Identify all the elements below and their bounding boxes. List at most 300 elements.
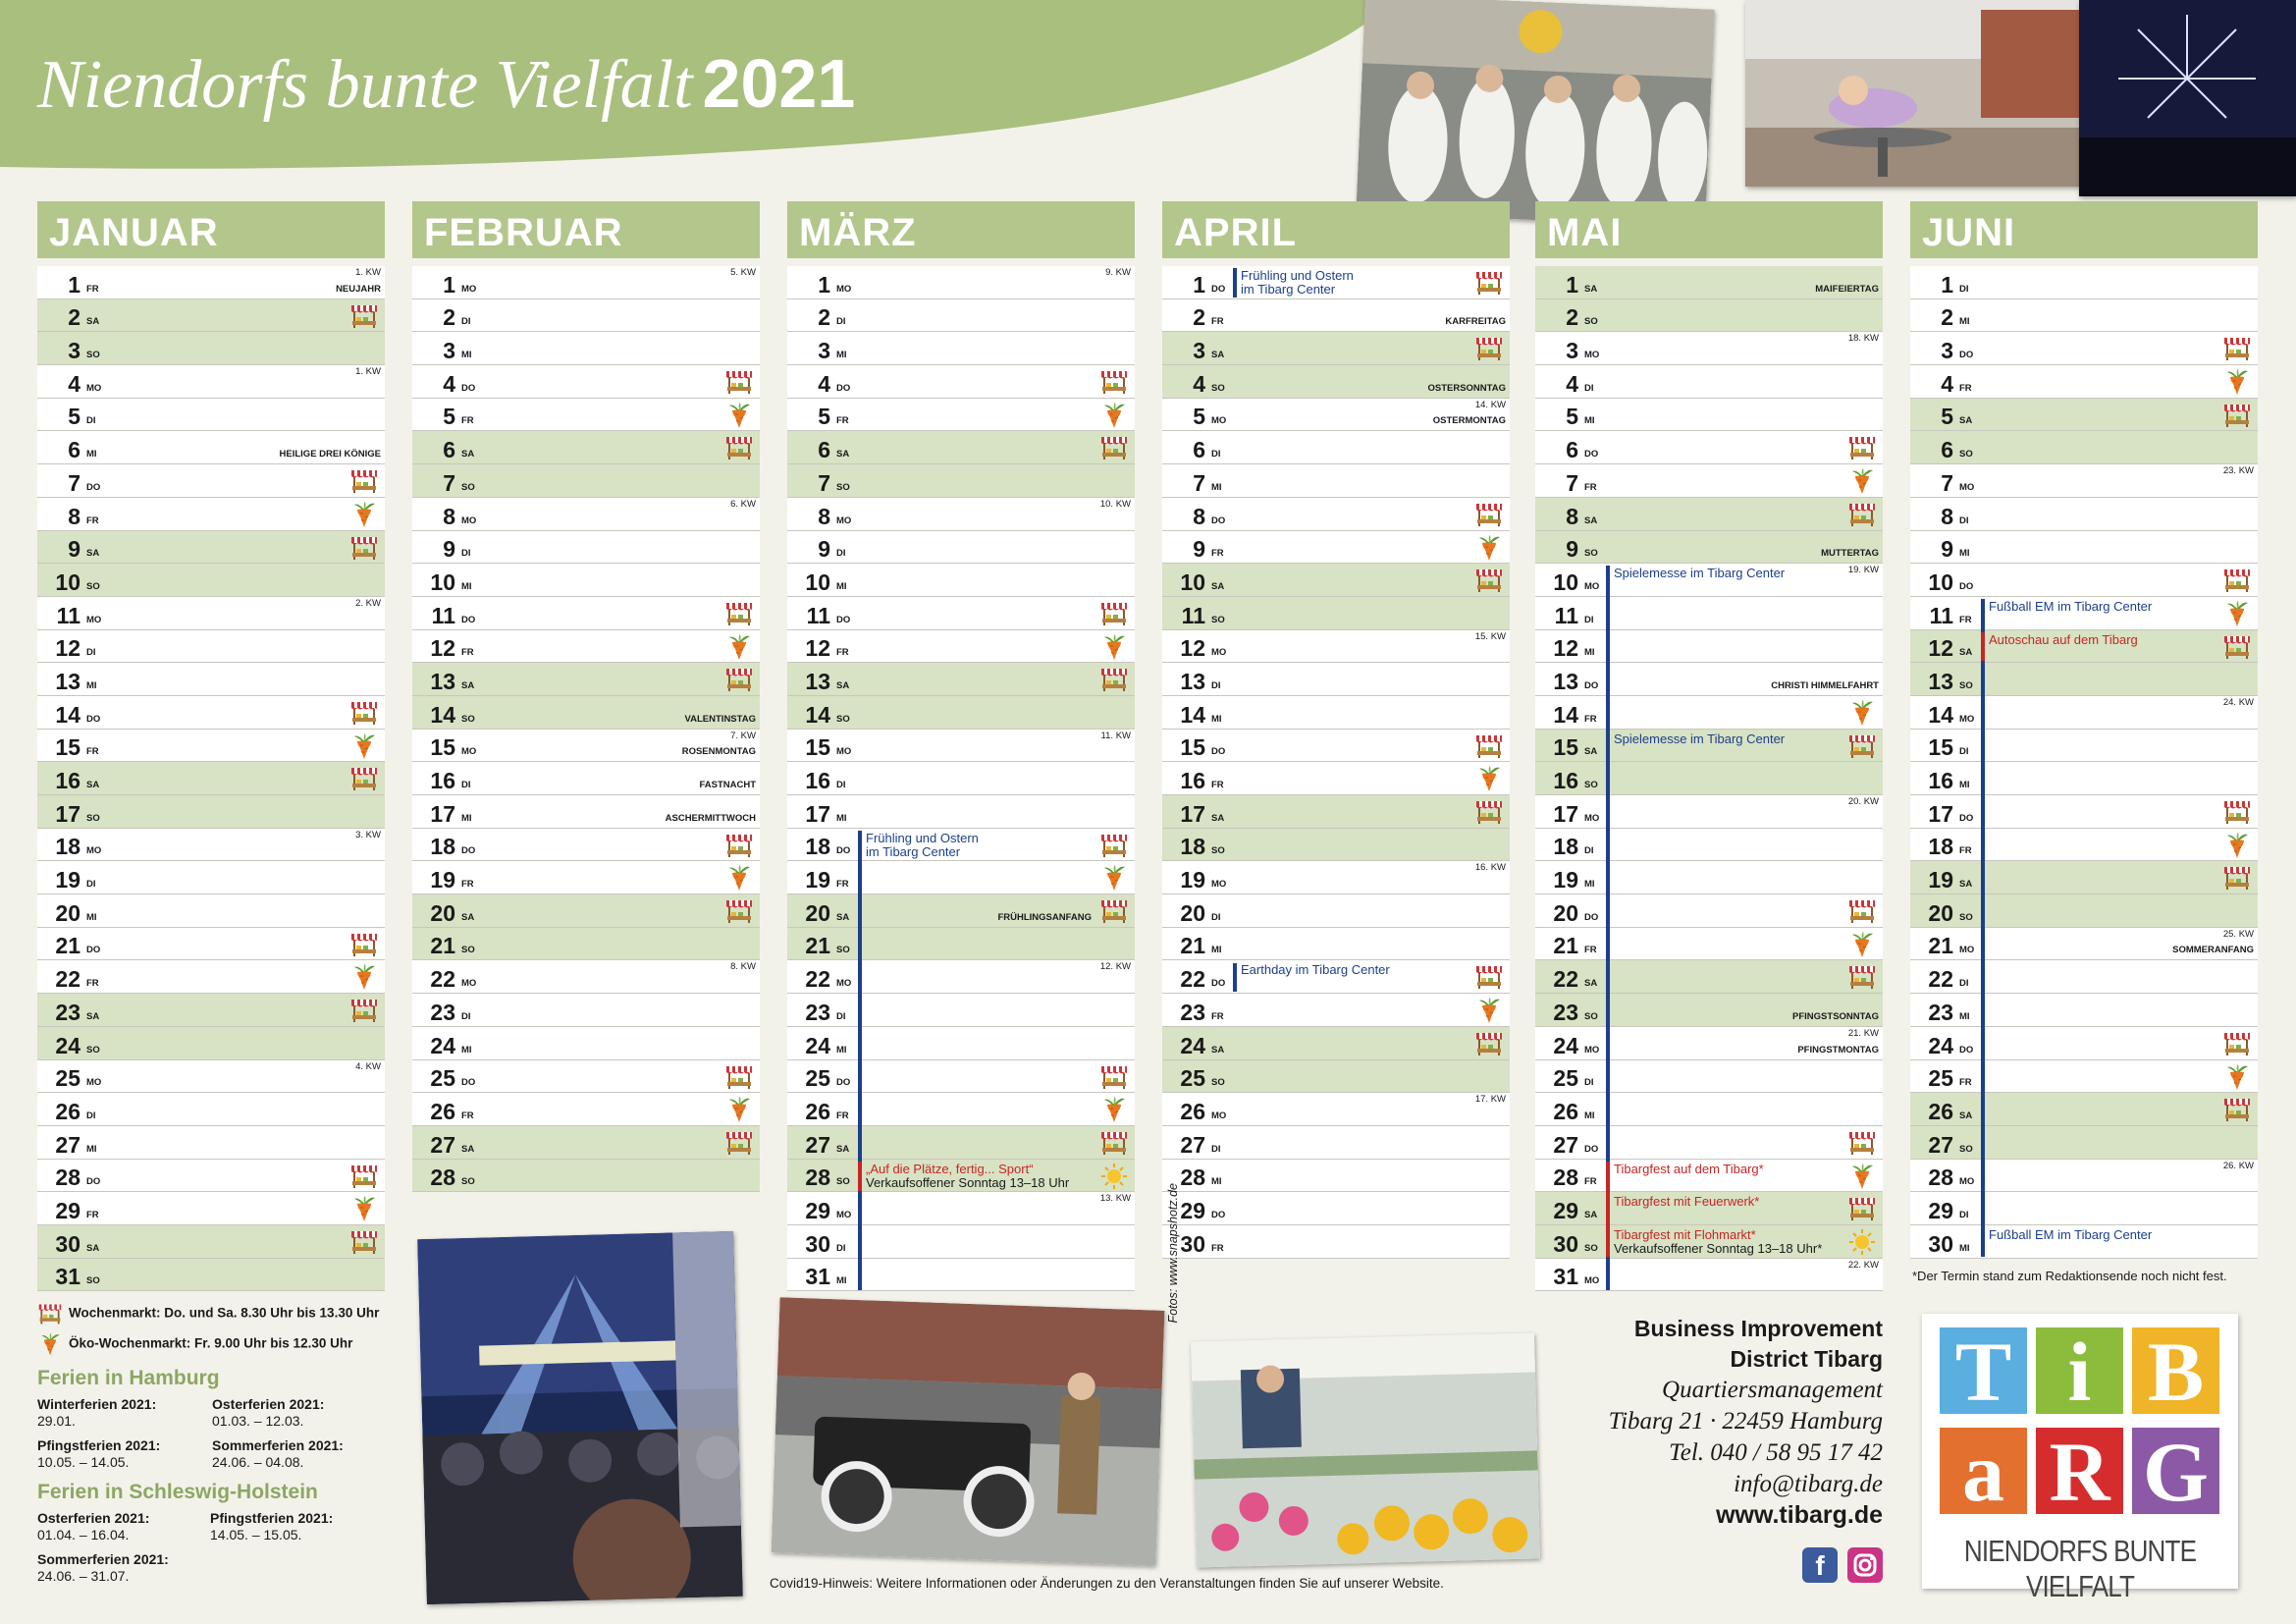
day-number: 26 xyxy=(430,1098,455,1124)
market-stall-icon xyxy=(1474,567,1504,594)
day-row xyxy=(1535,894,1883,928)
weekday: SO xyxy=(1211,845,1225,857)
day-row xyxy=(787,299,1135,333)
weekday: SO xyxy=(86,350,100,361)
day-number: 2 xyxy=(1941,304,1953,331)
day-row xyxy=(37,1093,385,1126)
day-number: 18 xyxy=(1553,834,1578,860)
day-number: 12 xyxy=(1928,635,1953,662)
weekday: SO xyxy=(461,713,475,725)
day-number: 22 xyxy=(1928,966,1953,993)
day-row xyxy=(1162,365,1510,399)
contact-web[interactable]: www.tibarg.de xyxy=(1716,1501,1883,1529)
day-number: 1 xyxy=(1566,271,1578,298)
weekday: SO xyxy=(1584,548,1598,560)
day-number: 8 xyxy=(818,503,830,529)
weekday: DI xyxy=(1211,911,1221,923)
event-span-bar xyxy=(1606,1162,1610,1257)
day-row xyxy=(1910,894,2258,928)
weekday: MO xyxy=(1211,879,1227,891)
calendar-week: 6. KW xyxy=(730,498,756,510)
holiday-label: ASCHERMITTWOCH xyxy=(665,812,756,824)
ferien-item: Pfingstferien 2021: 14.05. – 15.05. xyxy=(210,1510,334,1543)
day-row xyxy=(37,928,385,961)
day-row xyxy=(1535,564,1883,597)
market-stall-icon xyxy=(349,302,379,330)
logo-letter: R xyxy=(2036,1428,2123,1514)
weekday: DO xyxy=(461,614,476,625)
day-row xyxy=(787,464,1135,498)
day-number: 6 xyxy=(1941,437,1953,463)
day-row xyxy=(787,928,1135,961)
day-number: 12 xyxy=(1180,635,1205,662)
weekday: MI xyxy=(461,350,472,361)
carrot-icon xyxy=(1099,402,1129,429)
day-row xyxy=(787,994,1135,1027)
day-row xyxy=(1535,795,1883,829)
day-number: 12 xyxy=(805,635,830,662)
day-row xyxy=(1162,1126,1510,1160)
day-number: 1 xyxy=(443,271,455,298)
photo-credit: Fotos: www.snapshotz.de xyxy=(1166,1183,1180,1324)
calendar-week: 8. KW xyxy=(730,961,756,973)
event-subtitle: im Tibarg Center xyxy=(866,843,961,859)
day-row xyxy=(1910,1126,2258,1160)
day-number: 28 xyxy=(1553,1164,1578,1191)
market-stall-icon xyxy=(1474,501,1504,528)
weekday: MO xyxy=(461,978,477,990)
event-span-bar xyxy=(1981,599,1985,1257)
day-number: 11 xyxy=(1929,602,1953,628)
day-number: 23 xyxy=(55,999,80,1025)
market-stall-icon xyxy=(1099,434,1129,461)
day-row xyxy=(37,1259,385,1292)
day-number: 20 xyxy=(1928,899,1953,926)
day-row xyxy=(1535,399,1883,432)
day-number: 25 xyxy=(1180,1065,1205,1092)
day-number: 27 xyxy=(55,1131,80,1158)
calendar-week: 1. KW xyxy=(355,366,381,378)
day-number: 10 xyxy=(430,568,455,595)
day-number: 10 xyxy=(55,568,80,595)
event-title: Fußball EM im Tibarg Center xyxy=(1989,598,2153,614)
day-number: 16 xyxy=(430,768,455,793)
market-stall-icon xyxy=(349,1228,379,1256)
event-label xyxy=(1989,633,2138,647)
weekday: MI xyxy=(461,1044,472,1056)
day-row xyxy=(787,960,1135,994)
day-row xyxy=(1910,1225,2258,1259)
day-row xyxy=(787,564,1135,597)
event-label xyxy=(1614,732,1785,746)
carrot-icon xyxy=(1099,864,1129,892)
event-span-bar xyxy=(1233,268,1237,298)
event-span-bar xyxy=(858,1162,862,1191)
weekday: MI xyxy=(1211,1176,1222,1188)
holiday-label: FRÜHLINGSANFANG xyxy=(997,911,1092,923)
weekday: MO xyxy=(836,514,852,526)
footnote: *Der Termin stand zum Redaktionsende noch nicht fest. xyxy=(1912,1269,2227,1283)
day-row xyxy=(412,1126,760,1160)
day-number: 22 xyxy=(805,966,830,993)
tibarg-logo xyxy=(1922,1314,2238,1603)
day-number: 26 xyxy=(1180,1098,1205,1124)
day-row xyxy=(1535,1027,1883,1060)
event-title: Tibargfest auf dem Tibarg* xyxy=(1614,1161,1764,1176)
day-number: 21 xyxy=(1928,933,1953,959)
weekday: FR xyxy=(86,978,99,990)
weekday: MI xyxy=(1211,481,1222,493)
weekday: MI xyxy=(1959,780,1970,790)
carrot-icon xyxy=(37,1331,63,1357)
carrot-icon xyxy=(349,501,379,528)
weekday: MI xyxy=(836,1275,847,1287)
event-label xyxy=(866,1163,1069,1190)
day-number: 12 xyxy=(55,635,80,662)
day-row xyxy=(37,630,385,664)
weekday: SO xyxy=(1584,780,1598,790)
market-stall-icon xyxy=(2222,864,2252,892)
market-stall-icon xyxy=(724,666,754,693)
carrot-icon xyxy=(1474,534,1504,562)
day-number: 14 xyxy=(805,701,830,728)
weekday: MO xyxy=(836,978,852,990)
weekday: SA xyxy=(1584,283,1598,295)
day-number: 10 xyxy=(1553,568,1578,595)
day-row xyxy=(37,431,385,464)
weekday: SA xyxy=(1959,647,1973,659)
market-stall-icon xyxy=(349,765,379,792)
day-number: 24 xyxy=(55,1032,80,1058)
holiday-label: OSTERSONNTAG xyxy=(1427,382,1506,394)
market-stall-icon xyxy=(1847,897,1877,925)
contact-line2: District Tibarg xyxy=(1730,1346,1883,1372)
day-number: 22 xyxy=(1180,966,1205,993)
day-row xyxy=(1162,994,1510,1027)
day-row xyxy=(1162,795,1510,829)
day-row xyxy=(787,696,1135,730)
market-stall-icon xyxy=(1474,798,1504,826)
event-title: Fußball EM im Tibarg Center xyxy=(1989,1226,2153,1242)
day-number: 20 xyxy=(805,899,830,926)
weekday: SO xyxy=(86,580,100,592)
market-stall-icon xyxy=(724,600,754,627)
day-number: 29 xyxy=(1928,1197,1953,1223)
calendar-week: 20. KW xyxy=(1847,796,1879,807)
weekday: DI xyxy=(1211,679,1221,691)
weekday: MO xyxy=(86,1077,102,1089)
day-row xyxy=(787,1192,1135,1225)
day-row xyxy=(412,696,760,730)
day-number: 18 xyxy=(55,834,80,860)
weekday: FR xyxy=(461,415,474,427)
weekday: FR xyxy=(461,879,474,891)
month-header: MAI xyxy=(1535,201,1883,258)
day-number: 2 xyxy=(818,304,830,331)
weekday: MI xyxy=(836,580,847,592)
logo-letter: G xyxy=(2132,1428,2219,1514)
day-row xyxy=(787,894,1135,928)
day-row xyxy=(1535,531,1883,565)
day-number: 24 xyxy=(1180,1032,1205,1058)
weekday: MI xyxy=(86,911,97,923)
day-row xyxy=(1910,1192,2258,1225)
day-number: 5 xyxy=(68,404,80,430)
weekday: FR xyxy=(1211,548,1224,560)
calendar-week: 14. KW xyxy=(1474,399,1506,410)
day-row xyxy=(1910,795,2258,829)
weekday: MO xyxy=(1584,1275,1600,1287)
day-row xyxy=(787,399,1135,432)
day-row xyxy=(787,663,1135,696)
day-row xyxy=(1535,1259,1883,1292)
event-span-bar xyxy=(858,831,862,1290)
day-list xyxy=(787,266,1135,1291)
calendar-week: 12. KW xyxy=(1099,961,1131,973)
legend-market: Wochenmarkt: Do. und Sa. 8.30 Uhr bis 13.30 Uhr xyxy=(37,1301,379,1326)
day-row xyxy=(412,498,760,531)
day-number: 31 xyxy=(55,1264,80,1290)
day-number: 31 xyxy=(805,1264,830,1290)
weekday: MO xyxy=(836,1209,852,1220)
event-title: Autoschau auf dem Tibarg xyxy=(1989,631,2138,647)
day-row xyxy=(37,597,385,630)
day-row xyxy=(1910,1060,2258,1094)
weekday: SA xyxy=(86,780,100,790)
ferien-sh-title: Ferien in Schleswig-Holstein xyxy=(37,1481,318,1503)
day-number: 19 xyxy=(1928,867,1953,893)
day-number: 13 xyxy=(1180,668,1205,694)
weekday: MI xyxy=(1959,316,1970,328)
market-stall-icon xyxy=(1474,269,1504,297)
event-span-bar xyxy=(1233,963,1237,993)
day-row xyxy=(1162,498,1510,531)
weekday: SA xyxy=(1211,580,1225,592)
carrot-icon xyxy=(1847,931,1877,958)
day-number: 26 xyxy=(1553,1098,1578,1124)
weekday: MO xyxy=(1211,647,1227,659)
weekday: DI xyxy=(1584,382,1594,394)
day-row xyxy=(1910,630,2258,664)
event-label xyxy=(1614,1228,1822,1256)
ferien-item: Winterferien 2021: 29.01. xyxy=(37,1396,157,1429)
day-row xyxy=(412,1027,760,1060)
calendar-week: 15. KW xyxy=(1474,630,1506,642)
contact-email[interactable]: info@tibarg.de xyxy=(1734,1471,1883,1497)
day-row xyxy=(787,795,1135,829)
day-number: 3 xyxy=(68,338,80,364)
day-number: 11 xyxy=(1181,602,1205,628)
day-number: 13 xyxy=(55,668,80,694)
calendar-week: 21. KW xyxy=(1847,1027,1879,1039)
weekday: DO xyxy=(1959,1044,1974,1056)
calendar-week: 26. KW xyxy=(2222,1160,2254,1171)
day-number: 6 xyxy=(1566,437,1578,463)
day-number: 7 xyxy=(68,469,80,496)
day-number: 4 xyxy=(1566,370,1578,397)
day-number: 22 xyxy=(55,966,80,993)
carrot-icon xyxy=(2222,368,2252,396)
day-row xyxy=(787,1126,1135,1160)
day-row xyxy=(787,1160,1135,1193)
day-row xyxy=(1162,597,1510,630)
weekday: SO xyxy=(1211,382,1225,394)
weekday: DO xyxy=(86,945,101,956)
weekday: DI xyxy=(461,316,471,328)
day-row xyxy=(1910,928,2258,961)
day-row xyxy=(37,1225,385,1259)
weekday: DI xyxy=(1959,978,1969,990)
day-number: 31 xyxy=(1553,1264,1578,1290)
market-stall-icon xyxy=(724,897,754,925)
day-number: 11 xyxy=(806,602,830,628)
day-number: 17 xyxy=(805,800,830,827)
weekday: DO xyxy=(836,1077,851,1089)
weekday: DO xyxy=(1584,1143,1599,1155)
logo-letter: a xyxy=(1940,1428,2027,1514)
carrot-icon xyxy=(1847,1163,1877,1190)
weekday: SO xyxy=(1211,1077,1225,1089)
title-year: 2021 xyxy=(702,45,856,122)
day-number: 7 xyxy=(818,469,830,496)
weekday: SO xyxy=(1584,1242,1598,1254)
day-number: 21 xyxy=(430,933,455,959)
market-stall-icon xyxy=(349,467,379,495)
day-row xyxy=(1162,1093,1510,1126)
weekday: SA xyxy=(461,1143,475,1155)
day-row xyxy=(412,399,760,432)
weekday: FR xyxy=(836,415,849,427)
market-stall-icon xyxy=(1474,1030,1504,1057)
day-number: 30 xyxy=(1180,1230,1205,1257)
logo-letter: B xyxy=(2132,1327,2219,1414)
day-number: 25 xyxy=(1928,1065,1953,1092)
weekday: DO xyxy=(86,1176,101,1188)
weekday: SO xyxy=(836,481,850,493)
day-number: 24 xyxy=(1928,1032,1953,1058)
photo-concert xyxy=(417,1231,743,1604)
event-label xyxy=(1614,1163,1764,1176)
day-number: 18 xyxy=(1928,834,1953,860)
day-row xyxy=(1910,399,2258,432)
day-row xyxy=(1910,1093,2258,1126)
facebook-icon[interactable]: f xyxy=(1802,1547,1838,1583)
day-row xyxy=(1910,861,2258,894)
day-row xyxy=(1162,630,1510,664)
market-stall-icon xyxy=(2222,1030,2252,1057)
market-stall-icon xyxy=(1847,963,1877,991)
carrot-icon xyxy=(2222,832,2252,859)
day-row xyxy=(412,730,760,763)
day-number: 8 xyxy=(1941,503,1953,529)
weekday: MO xyxy=(86,845,102,857)
day-number: 29 xyxy=(55,1197,80,1223)
day-row xyxy=(412,994,760,1027)
day-row xyxy=(1910,597,2258,630)
market-stall-icon xyxy=(349,997,379,1024)
day-row xyxy=(1910,663,2258,696)
day-row xyxy=(1535,431,1883,464)
day-row xyxy=(787,431,1135,464)
event-title: Tibargfest mit Feuerwerk* xyxy=(1614,1194,1760,1210)
weekday: FR xyxy=(1584,713,1597,725)
day-number: 4 xyxy=(68,370,80,397)
day-number: 7 xyxy=(1941,469,1953,496)
day-number: 1 xyxy=(68,271,80,298)
carrot-icon xyxy=(349,732,379,760)
day-number: 14 xyxy=(430,701,455,728)
weekday: FR xyxy=(461,1110,474,1121)
weekday: SA xyxy=(461,911,475,923)
event-title: Frühling und Ostern xyxy=(1241,268,1354,283)
day-row xyxy=(1535,630,1883,664)
day-number: 30 xyxy=(805,1230,830,1257)
holiday-label: PFINGSTSONNTAG xyxy=(1792,1010,1879,1022)
contact-line1: Business Improvement xyxy=(1633,1316,1883,1341)
day-number: 2 xyxy=(1193,304,1205,331)
weekday: SO xyxy=(1959,1143,1973,1155)
weekday: SA xyxy=(1584,746,1598,758)
carrot-icon xyxy=(1474,765,1504,792)
event-subtitle: Verkaufsoffener Sonntag 13–18 Uhr* xyxy=(1614,1240,1823,1256)
weekday: FR xyxy=(86,1209,99,1220)
day-row xyxy=(1535,730,1883,763)
market-stall-icon xyxy=(349,931,379,958)
weekday: SA xyxy=(1959,415,1973,427)
day-number: 23 xyxy=(430,999,455,1025)
instagram-icon[interactable] xyxy=(1847,1547,1883,1583)
weekday: DI xyxy=(836,316,846,328)
weekday: SA xyxy=(1211,350,1225,361)
weekday: MO xyxy=(461,514,477,526)
day-number: 7 xyxy=(443,469,455,496)
day-row xyxy=(412,266,760,299)
sun-icon xyxy=(1847,1228,1877,1256)
day-row xyxy=(37,663,385,696)
day-row xyxy=(1910,564,2258,597)
weekday: DI xyxy=(1959,514,1969,526)
day-number: 16 xyxy=(1180,768,1205,793)
weekday: MI xyxy=(836,1044,847,1056)
day-number: 24 xyxy=(805,1032,830,1058)
carrot-icon xyxy=(724,402,754,429)
logo-letter: i xyxy=(2036,1327,2123,1414)
day-row xyxy=(1910,696,2258,730)
weekday: MO xyxy=(1959,945,1975,956)
month-header: FEBRUAR xyxy=(412,201,760,258)
day-row xyxy=(37,762,385,795)
day-number: 2 xyxy=(1566,304,1578,331)
day-row xyxy=(1910,960,2258,994)
day-number: 9 xyxy=(1941,536,1953,563)
weekday: FR xyxy=(1959,845,1972,857)
weekday: FR xyxy=(1211,1242,1224,1254)
weekday: SO xyxy=(461,945,475,956)
day-row xyxy=(1162,696,1510,730)
day-row xyxy=(1910,464,2258,498)
day-number: 15 xyxy=(55,734,80,761)
day-row xyxy=(1535,696,1883,730)
day-row xyxy=(1162,829,1510,862)
day-row xyxy=(1910,365,2258,399)
day-row xyxy=(1162,730,1510,763)
day-row xyxy=(1535,498,1883,531)
ferien-item: Osterferien 2021: 01.04. – 16.04. xyxy=(37,1510,150,1543)
holiday-label: MUTTERTAG xyxy=(1821,548,1879,560)
day-row xyxy=(787,1093,1135,1126)
weekday: SA xyxy=(836,1143,850,1155)
weekday: DO xyxy=(1211,283,1226,295)
